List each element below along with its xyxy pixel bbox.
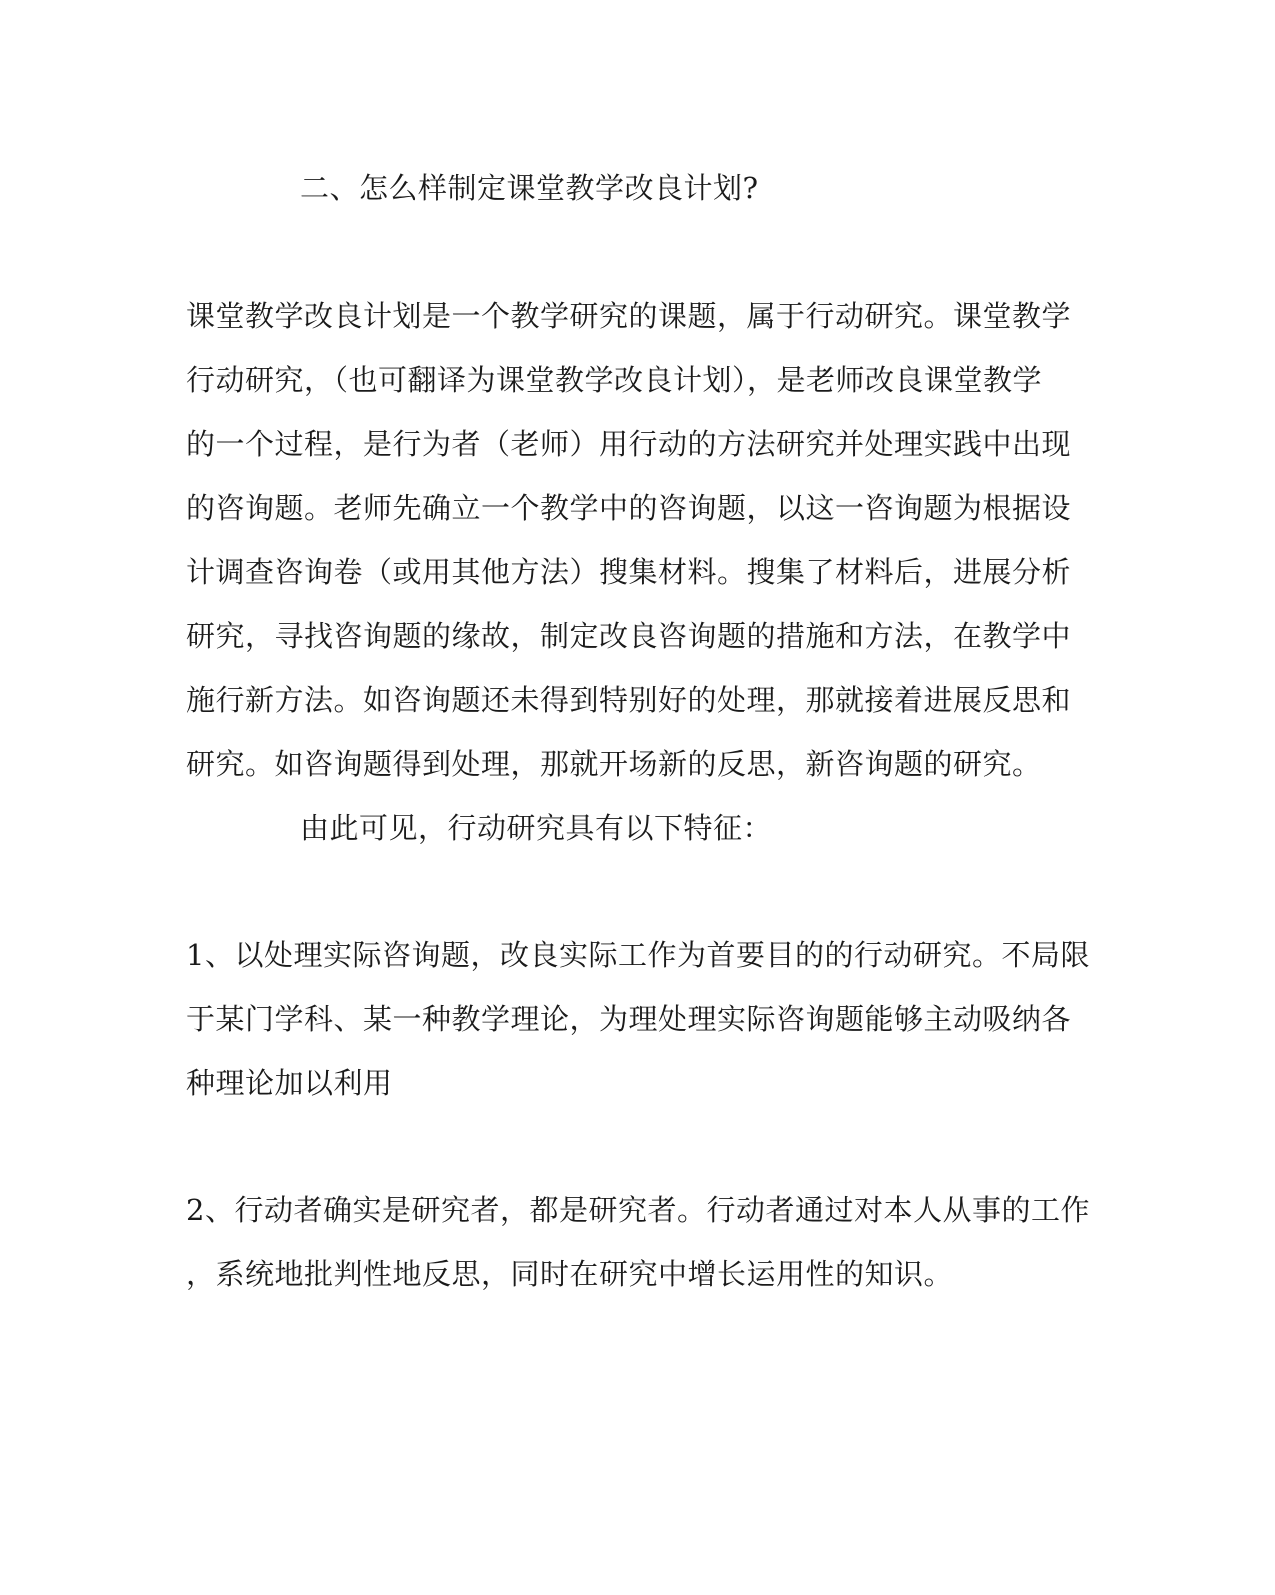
list-item-line: ，系统地批判性地反思，同时在研究中增长运用性的知识。 (186, 1257, 954, 1291)
list-item-line: 于某门学科、某一种教学理论，为理处理实际咨询题能够主动吸纳各 (186, 1002, 1072, 1036)
paragraph-line: 研究。如咨询题得到处理，那就开场新的反思，新咨询题的研究。 (186, 747, 1042, 781)
paragraph-line: 研究，寻找咨询题的缘故，制定改良咨询题的措施和方法，在教学中 (186, 619, 1072, 653)
paragraph-line: 施行新方法。如咨询题还未得到特别好的处理，那就接着进展反思和 (186, 683, 1072, 717)
list-item-line: 2、行动者确实是研究者，都是研究者。行动者通过对本人从事的工作 (186, 1193, 1090, 1227)
paragraph-line: 的咨询题。老师先确立一个教学中的咨询题，以这一咨询题为根据设 (186, 491, 1072, 525)
list-item-line: 种理论加以利用 (186, 1066, 393, 1100)
paragraph-line: 行动研究，（也可翻译为课堂教学改良计划），是老师改良课堂教学 (186, 363, 1043, 397)
section-heading: 二、怎么样制定课堂教学改良计划? (300, 171, 759, 205)
paragraph-line: 课堂教学改良计划是一个教学研究的课题，属于行动研究。课堂教学 (186, 299, 1072, 333)
features-intro: 由此可见，行动研究具有以下特征： (300, 811, 773, 845)
paragraph-line: 计调查咨询卷（或用其他方法）搜集材料。搜集了材料后，进展分析 (186, 555, 1072, 589)
list-item-line: 1、以处理实际咨询题，改良实际工作为首要目的的行动研究。不局限 (186, 938, 1090, 972)
paragraph-line: 的一个过程，是行为者（老师）用行动的方法研究并处理实践中出现 (186, 427, 1072, 461)
